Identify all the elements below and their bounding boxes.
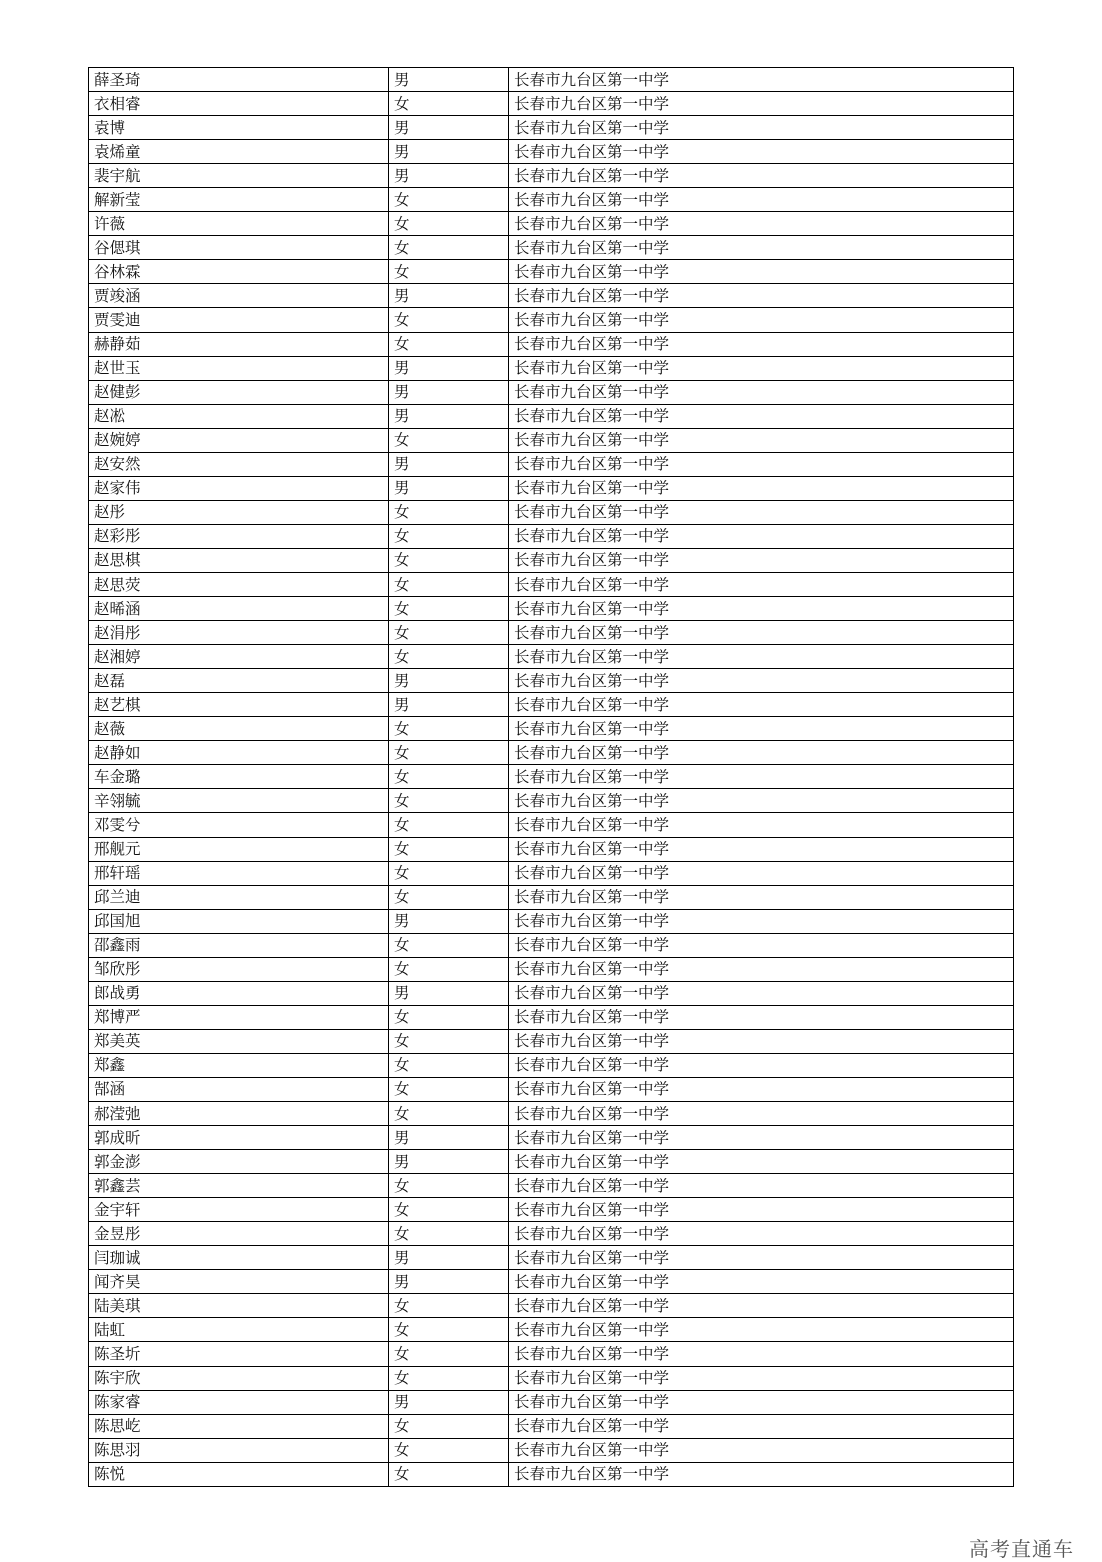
school-cell: 长春市九台区第一中学 (509, 356, 1014, 380)
school-cell: 长春市九台区第一中学 (509, 1318, 1014, 1342)
school-cell: 长春市九台区第一中学 (509, 500, 1014, 524)
gender-cell: 女 (389, 1077, 509, 1101)
table-row (89, 645, 1014, 669)
school-cell: 长春市九台区第一中学 (509, 1174, 1014, 1198)
table-row (89, 1198, 1014, 1222)
name-cell: 赵彩彤 (89, 524, 389, 548)
table-row (89, 1270, 1014, 1294)
name-cell: 赵涓彤 (89, 621, 389, 645)
table-row (89, 260, 1014, 284)
gender-cell: 男 (389, 380, 509, 404)
table-row (89, 476, 1014, 500)
school-cell: 长春市九台区第一中学 (509, 428, 1014, 452)
gender-cell: 女 (389, 933, 509, 957)
table-row (89, 212, 1014, 236)
school-cell: 长春市九台区第一中学 (509, 1102, 1014, 1126)
name-cell: 赵健彭 (89, 380, 389, 404)
name-cell: 赵艺棋 (89, 693, 389, 717)
gender-cell: 男 (389, 356, 509, 380)
gender-cell: 男 (389, 1150, 509, 1174)
gender-cell: 女 (389, 572, 509, 596)
gender-cell: 女 (389, 813, 509, 837)
gender-cell: 女 (389, 308, 509, 332)
school-cell: 长春市九台区第一中学 (509, 380, 1014, 404)
table-row (89, 1005, 1014, 1029)
table-row (89, 813, 1014, 837)
school-cell: 长春市九台区第一中学 (509, 1222, 1014, 1246)
roster-table (88, 67, 1014, 1487)
name-cell: 陈圣圻 (89, 1342, 389, 1366)
school-cell: 长春市九台区第一中学 (509, 1438, 1014, 1462)
name-cell: 郑博严 (89, 1005, 389, 1029)
gender-cell: 男 (389, 981, 509, 1005)
name-cell: 赵思荧 (89, 572, 389, 596)
name-cell: 郭金澎 (89, 1150, 389, 1174)
table-row (89, 284, 1014, 308)
school-cell: 长春市九台区第一中学 (509, 188, 1014, 212)
table-row (89, 981, 1014, 1005)
gender-cell: 女 (389, 500, 509, 524)
table-row (89, 380, 1014, 404)
name-cell: 赵湘婷 (89, 645, 389, 669)
name-cell: 赵彤 (89, 500, 389, 524)
school-cell: 长春市九台区第一中学 (509, 933, 1014, 957)
name-cell: 金昱彤 (89, 1222, 389, 1246)
name-cell: 车金璐 (89, 765, 389, 789)
name-cell: 邱兰迪 (89, 885, 389, 909)
school-cell: 长春市九台区第一中学 (509, 1366, 1014, 1390)
table-row (89, 1126, 1014, 1150)
name-cell: 邵鑫雨 (89, 933, 389, 957)
gender-cell: 男 (389, 1126, 509, 1150)
school-cell: 长春市九台区第一中学 (509, 981, 1014, 1005)
gender-cell: 女 (389, 1053, 509, 1077)
school-cell: 长春市九台区第一中学 (509, 404, 1014, 428)
table-row (89, 140, 1014, 164)
name-cell: 裴宇航 (89, 164, 389, 188)
gender-cell: 女 (389, 236, 509, 260)
table-row (89, 1438, 1014, 1462)
table-row (89, 332, 1014, 356)
table-row (89, 1318, 1014, 1342)
gender-cell: 女 (389, 1366, 509, 1390)
table-row (89, 765, 1014, 789)
school-cell: 长春市九台区第一中学 (509, 1126, 1014, 1150)
name-cell: 解新莹 (89, 188, 389, 212)
school-cell: 长春市九台区第一中学 (509, 116, 1014, 140)
name-cell: 郜涵 (89, 1077, 389, 1101)
watermark: 高考直通车 (969, 1537, 1074, 1561)
school-cell: 长春市九台区第一中学 (509, 957, 1014, 981)
gender-cell: 男 (389, 452, 509, 476)
gender-cell: 女 (389, 1005, 509, 1029)
name-cell: 郎战勇 (89, 981, 389, 1005)
table-row (89, 1150, 1014, 1174)
name-cell: 闻齐昊 (89, 1270, 389, 1294)
gender-cell: 女 (389, 1174, 509, 1198)
name-cell: 邹欣彤 (89, 957, 389, 981)
gender-cell: 女 (389, 741, 509, 765)
table-row (89, 1246, 1014, 1270)
table-row (89, 1390, 1014, 1414)
table-row (89, 1077, 1014, 1101)
name-cell: 陆虹 (89, 1318, 389, 1342)
name-cell: 郭成昕 (89, 1126, 389, 1150)
name-cell: 赫静茹 (89, 332, 389, 356)
school-cell: 长春市九台区第一中学 (509, 1246, 1014, 1270)
table-row (89, 1294, 1014, 1318)
name-cell: 赵晞涵 (89, 597, 389, 621)
name-cell: 赵婉婷 (89, 428, 389, 452)
gender-cell: 男 (389, 476, 509, 500)
name-cell: 谷林霖 (89, 260, 389, 284)
gender-cell: 男 (389, 68, 509, 92)
school-cell: 长春市九台区第一中学 (509, 140, 1014, 164)
gender-cell: 男 (389, 1270, 509, 1294)
gender-cell: 女 (389, 885, 509, 909)
gender-cell: 女 (389, 1414, 509, 1438)
gender-cell: 女 (389, 837, 509, 861)
gender-cell: 女 (389, 428, 509, 452)
table-row (89, 548, 1014, 572)
name-cell: 金宇轩 (89, 1198, 389, 1222)
name-cell: 陈思屹 (89, 1414, 389, 1438)
table-row (89, 428, 1014, 452)
school-cell: 长春市九台区第一中学 (509, 260, 1014, 284)
table-row (89, 572, 1014, 596)
name-cell: 郝滢弛 (89, 1102, 389, 1126)
table-row (89, 837, 1014, 861)
gender-cell: 女 (389, 1462, 509, 1486)
name-cell: 陈悦 (89, 1462, 389, 1486)
name-cell: 贾雯迪 (89, 308, 389, 332)
gender-cell: 女 (389, 524, 509, 548)
school-cell: 长春市九台区第一中学 (509, 1053, 1014, 1077)
school-cell: 长春市九台区第一中学 (509, 1150, 1014, 1174)
gender-cell: 女 (389, 621, 509, 645)
name-cell: 袁烯童 (89, 140, 389, 164)
table-row (89, 933, 1014, 957)
gender-cell: 女 (389, 1102, 509, 1126)
name-cell: 衣相睿 (89, 92, 389, 116)
table-row (89, 741, 1014, 765)
gender-cell: 女 (389, 548, 509, 572)
table-row (89, 717, 1014, 741)
name-cell: 许薇 (89, 212, 389, 236)
school-cell: 长春市九台区第一中学 (509, 572, 1014, 596)
name-cell: 陈宇欣 (89, 1366, 389, 1390)
gender-cell: 女 (389, 861, 509, 885)
name-cell: 赵世玉 (89, 356, 389, 380)
name-cell: 陈思羽 (89, 1438, 389, 1462)
school-cell: 长春市九台区第一中学 (509, 717, 1014, 741)
school-cell: 长春市九台区第一中学 (509, 452, 1014, 476)
gender-cell: 男 (389, 693, 509, 717)
table-row (89, 1342, 1014, 1366)
school-cell: 长春市九台区第一中学 (509, 1390, 1014, 1414)
name-cell: 赵凇 (89, 404, 389, 428)
school-cell: 长春市九台区第一中学 (509, 741, 1014, 765)
table-row (89, 356, 1014, 380)
name-cell: 赵薇 (89, 717, 389, 741)
school-cell: 长春市九台区第一中学 (509, 1342, 1014, 1366)
name-cell: 邢舰元 (89, 837, 389, 861)
gender-cell: 女 (389, 212, 509, 236)
gender-cell: 女 (389, 1222, 509, 1246)
gender-cell: 男 (389, 116, 509, 140)
table-row (89, 500, 1014, 524)
name-cell: 赵静如 (89, 741, 389, 765)
table-row (89, 1462, 1014, 1486)
table-row (89, 789, 1014, 813)
table-row (89, 236, 1014, 260)
school-cell: 长春市九台区第一中学 (509, 308, 1014, 332)
school-cell: 长春市九台区第一中学 (509, 861, 1014, 885)
school-cell: 长春市九台区第一中学 (509, 693, 1014, 717)
table-row (89, 188, 1014, 212)
table-row (89, 1414, 1014, 1438)
gender-cell: 女 (389, 332, 509, 356)
gender-cell: 男 (389, 404, 509, 428)
gender-cell: 女 (389, 765, 509, 789)
table-row (89, 308, 1014, 332)
gender-cell: 女 (389, 1029, 509, 1053)
school-cell: 长春市九台区第一中学 (509, 597, 1014, 621)
school-cell: 长春市九台区第一中学 (509, 885, 1014, 909)
name-cell: 陆美琪 (89, 1294, 389, 1318)
table-row (89, 1029, 1014, 1053)
gender-cell: 女 (389, 260, 509, 284)
name-cell: 邱国旭 (89, 909, 389, 933)
school-cell: 长春市九台区第一中学 (509, 236, 1014, 260)
table-row (89, 92, 1014, 116)
school-cell: 长春市九台区第一中学 (509, 645, 1014, 669)
gender-cell: 女 (389, 1294, 509, 1318)
table-row (89, 597, 1014, 621)
table-row (89, 164, 1014, 188)
name-cell: 赵磊 (89, 669, 389, 693)
table-row (89, 116, 1014, 140)
gender-cell: 男 (389, 164, 509, 188)
table-row (89, 669, 1014, 693)
name-cell: 闫珈诚 (89, 1246, 389, 1270)
gender-cell: 女 (389, 1198, 509, 1222)
school-cell: 长春市九台区第一中学 (509, 164, 1014, 188)
gender-cell: 女 (389, 1318, 509, 1342)
table-row (89, 1102, 1014, 1126)
school-cell: 长春市九台区第一中学 (509, 548, 1014, 572)
school-cell: 长春市九台区第一中学 (509, 621, 1014, 645)
school-cell: 长春市九台区第一中学 (509, 1270, 1014, 1294)
gender-cell: 男 (389, 284, 509, 308)
gender-cell: 女 (389, 789, 509, 813)
school-cell: 长春市九台区第一中学 (509, 476, 1014, 500)
gender-cell: 女 (389, 597, 509, 621)
name-cell: 贾竣涵 (89, 284, 389, 308)
name-cell: 郭鑫芸 (89, 1174, 389, 1198)
table-row (89, 68, 1014, 92)
name-cell: 郑鑫 (89, 1053, 389, 1077)
gender-cell: 男 (389, 1390, 509, 1414)
table-row (89, 885, 1014, 909)
name-cell: 邢轩瑶 (89, 861, 389, 885)
table-row (89, 1366, 1014, 1390)
name-cell: 辛翎毓 (89, 789, 389, 813)
school-cell: 长春市九台区第一中学 (509, 524, 1014, 548)
school-cell: 长春市九台区第一中学 (509, 1005, 1014, 1029)
table-row (89, 621, 1014, 645)
school-cell: 长春市九台区第一中学 (509, 1294, 1014, 1318)
name-cell: 谷偲琪 (89, 236, 389, 260)
table-row (89, 909, 1014, 933)
table-row (89, 1174, 1014, 1198)
table-row (89, 1053, 1014, 1077)
name-cell: 赵安然 (89, 452, 389, 476)
name-cell: 陈家睿 (89, 1390, 389, 1414)
table-row (89, 524, 1014, 548)
gender-cell: 女 (389, 717, 509, 741)
school-cell: 长春市九台区第一中学 (509, 92, 1014, 116)
school-cell: 长春市九台区第一中学 (509, 1414, 1014, 1438)
school-cell: 长春市九台区第一中学 (509, 669, 1014, 693)
name-cell: 赵家伟 (89, 476, 389, 500)
school-cell: 长春市九台区第一中学 (509, 1198, 1014, 1222)
school-cell: 长春市九台区第一中学 (509, 789, 1014, 813)
school-cell: 长春市九台区第一中学 (509, 1077, 1014, 1101)
gender-cell: 女 (389, 1438, 509, 1462)
gender-cell: 男 (389, 669, 509, 693)
roster-body (89, 68, 1014, 1487)
name-cell: 袁博 (89, 116, 389, 140)
table-row (89, 861, 1014, 885)
name-cell: 赵思棋 (89, 548, 389, 572)
name-cell: 薛圣琦 (89, 68, 389, 92)
school-cell: 长春市九台区第一中学 (509, 284, 1014, 308)
name-cell: 邓雯兮 (89, 813, 389, 837)
school-cell: 长春市九台区第一中学 (509, 68, 1014, 92)
gender-cell: 男 (389, 909, 509, 933)
school-cell: 长春市九台区第一中学 (509, 813, 1014, 837)
gender-cell: 女 (389, 188, 509, 212)
gender-cell: 女 (389, 645, 509, 669)
school-cell: 长春市九台区第一中学 (509, 332, 1014, 356)
table-row (89, 1222, 1014, 1246)
gender-cell: 女 (389, 1342, 509, 1366)
school-cell: 长春市九台区第一中学 (509, 212, 1014, 236)
table-row (89, 693, 1014, 717)
school-cell: 长春市九台区第一中学 (509, 837, 1014, 861)
school-cell: 长春市九台区第一中学 (509, 765, 1014, 789)
name-cell: 郑美英 (89, 1029, 389, 1053)
gender-cell: 女 (389, 92, 509, 116)
school-cell: 长春市九台区第一中学 (509, 1029, 1014, 1053)
school-cell: 长春市九台区第一中学 (509, 1462, 1014, 1486)
table-row (89, 404, 1014, 428)
school-cell: 长春市九台区第一中学 (509, 909, 1014, 933)
gender-cell: 女 (389, 957, 509, 981)
table-row (89, 957, 1014, 981)
table-row (89, 452, 1014, 476)
gender-cell: 男 (389, 1246, 509, 1270)
gender-cell: 男 (389, 140, 509, 164)
